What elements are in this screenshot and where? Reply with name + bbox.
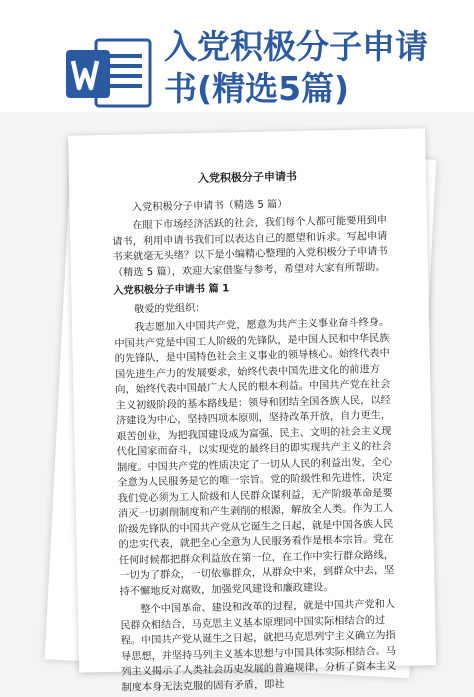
section-heading: 入党积极分子申请书 篇 1 — [113, 283, 230, 297]
document-page — [68, 128, 436, 694]
header-banner — [0, 0, 474, 112]
document-body — [69, 194, 436, 697]
document-subtitle: 入党积极分子申请书（精选 5 篇） — [131, 198, 288, 213]
page-title — [164, 26, 464, 110]
body-paragraph: 我志愿加入中国共产党，愿意为共产主义事业奋斗终身。中国共产党是中国工人阶级的先锋队，是中国人民和中华民族的先锋队，是中国特色社会主义事业的领导核心。始终代表中国先进生产力的发展要求，始终代表中国先进文化的前进方向，始终代表中国最广大人民的根本利益。中国共产党在社会主义初级阶段的基本路线是：领导和团结全国各族人民，以经济建设为中心，坚持四项本原则，坚持改革开放，自力更生，艰苦创业，为把我国建设成为富强、民主、文明的社会主义现代化国家而奋斗，以实现党的最终目的即实现共产主义的社会制度。中国共产党的性质决定了一切从人民的利益出发，全心全意为人民服务是它的唯一宗旨。党的阶级性和先进性，决定我们党必须为工人阶级和人民群众谋利益，无产阶级革命是要消灭一切剥削制度和产生剥削的根源，解放全人类。作为工人阶级先锋队的中国共产党从它诞生之日起，就是中国各族人民的忠实代表，就把全心全意为人民服务看作是根本宗旨。党在任何时候都把群众利益放在第一位，在工作中实行群众路线，一切为了群众，一切依靠群众，从群众中来，到群众中去，坚持不懈地反对腐败，加强党风建设和廉政建设。 — [114, 317, 395, 598]
body-paragraph: 整个中国革命、建设和改革的过程，就是中国共产党和人民群众相结合，马克思主义基本原理同中国实际相结合的过程。中国共产党从诞生之日起，就把马克思列宁主义确立为指导思想，并坚持马列主义基本思想与中国具体实际相结合。马列主义揭示了人类社会历史发展的普遍规律，分析了资本主义制度本身无法克服的固有矛盾，即社 — [120, 598, 397, 694]
page-title-line-2: 书(精选5篇) — [164, 69, 350, 108]
document-title: 入党积极分子申请书 — [197, 169, 298, 186]
page-title-line-1: 入党积极分子申请 — [164, 27, 428, 66]
intro-paragraph: 在眼下市场经济活跃的社会，我们每个人都可能要用到申请书，利用申请书我们可以表达自己的愿望和诉求。写起申请书来就毫无头绪？以下是小编精心整理的入党积极分子申请书（精选 5 篇），欢迎大家借鉴与参考，希望对大家有所帮助。 — [112, 215, 388, 279]
word-document-icon — [66, 38, 152, 108]
salutation: 敬爱的党组织： — [133, 302, 206, 315]
